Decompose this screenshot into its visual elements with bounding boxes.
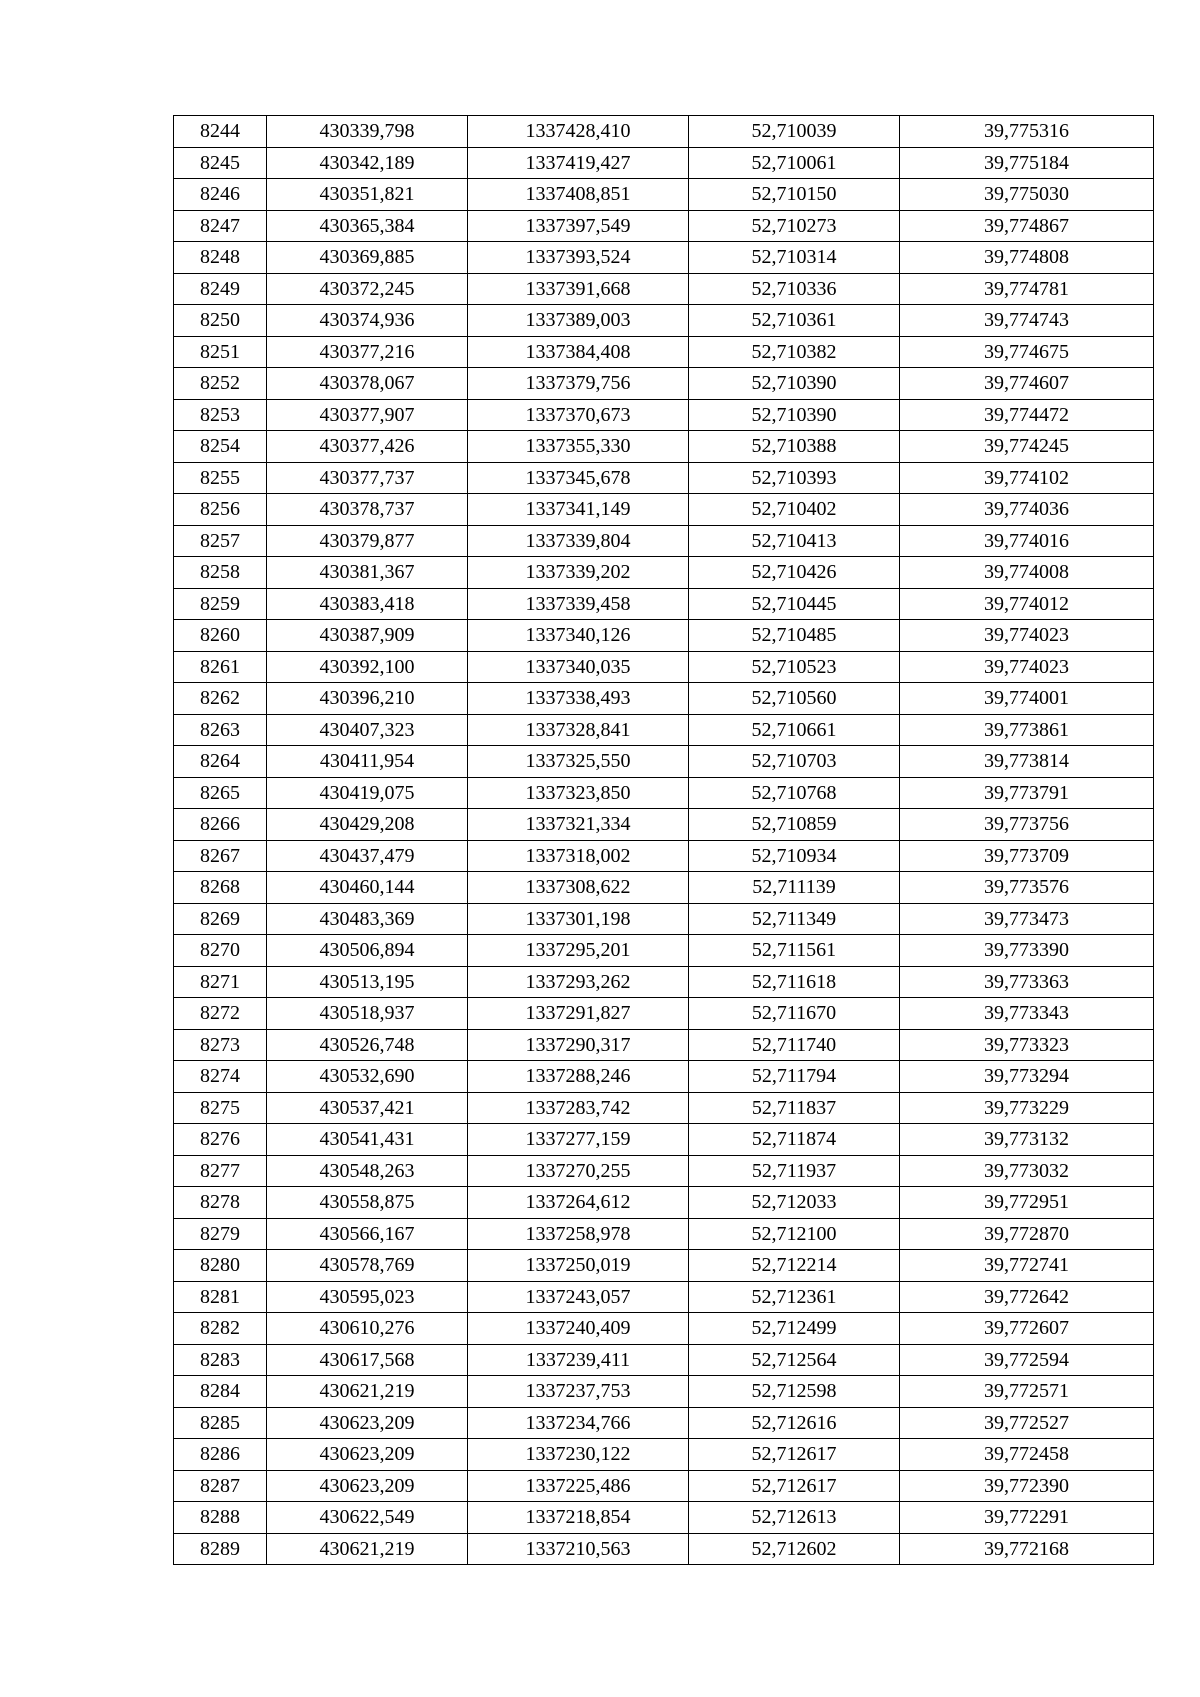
- point-number-cell: 8250: [174, 305, 267, 337]
- x-coordinate-cell: 430578,769: [267, 1250, 468, 1282]
- table-row: [174, 1218, 1154, 1250]
- y-coordinate-cell: 1337270,255: [468, 1155, 689, 1187]
- point-number-cell: 8267: [174, 840, 267, 872]
- longitude-cell: 39,775316: [900, 116, 1154, 148]
- x-coordinate-cell: 430365,384: [267, 210, 468, 242]
- table-row: [174, 1533, 1154, 1565]
- point-number-cell: 8274: [174, 1061, 267, 1093]
- x-coordinate-cell: 430610,276: [267, 1313, 468, 1345]
- x-coordinate-cell: 430623,209: [267, 1439, 468, 1471]
- table-row: [174, 1155, 1154, 1187]
- point-number-cell: 8282: [174, 1313, 267, 1345]
- longitude-cell: 39,774743: [900, 305, 1154, 337]
- latitude-cell: 52,710661: [689, 714, 900, 746]
- longitude-cell: 39,774012: [900, 588, 1154, 620]
- point-number-cell: 8254: [174, 431, 267, 463]
- latitude-cell: 52,710402: [689, 494, 900, 526]
- y-coordinate-cell: 1337318,002: [468, 840, 689, 872]
- x-coordinate-cell: 430378,737: [267, 494, 468, 526]
- table-row: [174, 872, 1154, 904]
- point-number-cell: 8287: [174, 1470, 267, 1502]
- longitude-cell: 39,774023: [900, 620, 1154, 652]
- longitude-cell: 39,773363: [900, 966, 1154, 998]
- point-number-cell: 8272: [174, 998, 267, 1030]
- longitude-cell: 39,772951: [900, 1187, 1154, 1219]
- x-coordinate-cell: 430537,421: [267, 1092, 468, 1124]
- point-number-cell: 8269: [174, 903, 267, 935]
- latitude-cell: 52,710061: [689, 147, 900, 179]
- x-coordinate-cell: 430429,208: [267, 809, 468, 841]
- latitude-cell: 52,712617: [689, 1439, 900, 1471]
- longitude-cell: 39,774867: [900, 210, 1154, 242]
- longitude-cell: 39,772527: [900, 1407, 1154, 1439]
- x-coordinate-cell: 430526,748: [267, 1029, 468, 1061]
- x-coordinate-cell: 430387,909: [267, 620, 468, 652]
- x-coordinate-cell: 430342,189: [267, 147, 468, 179]
- latitude-cell: 52,710485: [689, 620, 900, 652]
- table-row: [174, 399, 1154, 431]
- x-coordinate-cell: 430518,937: [267, 998, 468, 1030]
- latitude-cell: 52,712499: [689, 1313, 900, 1345]
- longitude-cell: 39,774001: [900, 683, 1154, 715]
- x-coordinate-cell: 430532,690: [267, 1061, 468, 1093]
- y-coordinate-cell: 1337370,673: [468, 399, 689, 431]
- longitude-cell: 39,772571: [900, 1376, 1154, 1408]
- y-coordinate-cell: 1337340,126: [468, 620, 689, 652]
- y-coordinate-cell: 1337338,493: [468, 683, 689, 715]
- table-row: [174, 273, 1154, 305]
- x-coordinate-cell: 430541,431: [267, 1124, 468, 1156]
- point-number-cell: 8281: [174, 1281, 267, 1313]
- x-coordinate-cell: 430558,875: [267, 1187, 468, 1219]
- point-number-cell: 8268: [174, 872, 267, 904]
- longitude-cell: 39,774808: [900, 242, 1154, 274]
- x-coordinate-cell: 430377,737: [267, 462, 468, 494]
- latitude-cell: 52,712598: [689, 1376, 900, 1408]
- y-coordinate-cell: 1337325,550: [468, 746, 689, 778]
- longitude-cell: 39,774036: [900, 494, 1154, 526]
- latitude-cell: 52,710413: [689, 525, 900, 557]
- x-coordinate-cell: 430621,219: [267, 1376, 468, 1408]
- y-coordinate-cell: 1337277,159: [468, 1124, 689, 1156]
- longitude-cell: 39,773756: [900, 809, 1154, 841]
- longitude-cell: 39,772594: [900, 1344, 1154, 1376]
- table-row: [174, 179, 1154, 211]
- x-coordinate-cell: 430595,023: [267, 1281, 468, 1313]
- longitude-cell: 39,773294: [900, 1061, 1154, 1093]
- point-number-cell: 8252: [174, 368, 267, 400]
- table-row: [174, 147, 1154, 179]
- point-number-cell: 8285: [174, 1407, 267, 1439]
- longitude-cell: 39,772390: [900, 1470, 1154, 1502]
- latitude-cell: 52,712100: [689, 1218, 900, 1250]
- y-coordinate-cell: 1337384,408: [468, 336, 689, 368]
- point-number-cell: 8253: [174, 399, 267, 431]
- point-number-cell: 8264: [174, 746, 267, 778]
- x-coordinate-cell: 430374,936: [267, 305, 468, 337]
- x-coordinate-cell: 430548,263: [267, 1155, 468, 1187]
- latitude-cell: 52,712033: [689, 1187, 900, 1219]
- x-coordinate-cell: 430383,418: [267, 588, 468, 620]
- latitude-cell: 52,712361: [689, 1281, 900, 1313]
- point-number-cell: 8255: [174, 462, 267, 494]
- y-coordinate-cell: 1337291,827: [468, 998, 689, 1030]
- table-row: [174, 777, 1154, 809]
- longitude-cell: 39,775184: [900, 147, 1154, 179]
- point-number-cell: 8245: [174, 147, 267, 179]
- table-row: [174, 714, 1154, 746]
- y-coordinate-cell: 1337283,742: [468, 1092, 689, 1124]
- y-coordinate-cell: 1337243,057: [468, 1281, 689, 1313]
- y-coordinate-cell: 1337345,678: [468, 462, 689, 494]
- y-coordinate-cell: 1337250,019: [468, 1250, 689, 1282]
- table-row: [174, 1470, 1154, 1502]
- y-coordinate-cell: 1337264,612: [468, 1187, 689, 1219]
- latitude-cell: 52,711670: [689, 998, 900, 1030]
- point-number-cell: 8288: [174, 1502, 267, 1534]
- x-coordinate-cell: 430377,426: [267, 431, 468, 463]
- point-number-cell: 8276: [174, 1124, 267, 1156]
- table-row: [174, 494, 1154, 526]
- y-coordinate-cell: 1337355,330: [468, 431, 689, 463]
- x-coordinate-cell: 430377,216: [267, 336, 468, 368]
- longitude-cell: 39,773390: [900, 935, 1154, 967]
- point-number-cell: 8275: [174, 1092, 267, 1124]
- table-row: [174, 305, 1154, 337]
- point-number-cell: 8266: [174, 809, 267, 841]
- latitude-cell: 52,710859: [689, 809, 900, 841]
- y-coordinate-cell: 1337290,317: [468, 1029, 689, 1061]
- point-number-cell: 8286: [174, 1439, 267, 1471]
- y-coordinate-cell: 1337218,854: [468, 1502, 689, 1534]
- y-coordinate-cell: 1337339,202: [468, 557, 689, 589]
- latitude-cell: 52,711349: [689, 903, 900, 935]
- point-number-cell: 8258: [174, 557, 267, 589]
- y-coordinate-cell: 1337339,804: [468, 525, 689, 557]
- table-row: [174, 588, 1154, 620]
- y-coordinate-cell: 1337288,246: [468, 1061, 689, 1093]
- table-row: [174, 966, 1154, 998]
- table-row: [174, 1344, 1154, 1376]
- point-number-cell: 8259: [174, 588, 267, 620]
- longitude-cell: 39,773709: [900, 840, 1154, 872]
- latitude-cell: 52,710934: [689, 840, 900, 872]
- y-coordinate-cell: 1337308,622: [468, 872, 689, 904]
- latitude-cell: 52,710150: [689, 179, 900, 211]
- longitude-cell: 39,773132: [900, 1124, 1154, 1156]
- table-row: [174, 809, 1154, 841]
- y-coordinate-cell: 1337321,334: [468, 809, 689, 841]
- point-number-cell: 8247: [174, 210, 267, 242]
- longitude-cell: 39,774008: [900, 557, 1154, 589]
- point-number-cell: 8271: [174, 966, 267, 998]
- x-coordinate-cell: 430339,798: [267, 116, 468, 148]
- latitude-cell: 52,710273: [689, 210, 900, 242]
- latitude-cell: 52,710039: [689, 116, 900, 148]
- y-coordinate-cell: 1337301,198: [468, 903, 689, 935]
- x-coordinate-cell: 430411,954: [267, 746, 468, 778]
- table-row: [174, 242, 1154, 274]
- longitude-cell: 39,773229: [900, 1092, 1154, 1124]
- point-number-cell: 8262: [174, 683, 267, 715]
- x-coordinate-cell: 430506,894: [267, 935, 468, 967]
- longitude-cell: 39,773814: [900, 746, 1154, 778]
- point-number-cell: 8284: [174, 1376, 267, 1408]
- table-row: [174, 746, 1154, 778]
- point-number-cell: 8273: [174, 1029, 267, 1061]
- point-number-cell: 8256: [174, 494, 267, 526]
- longitude-cell: 39,773791: [900, 777, 1154, 809]
- x-coordinate-cell: 430460,144: [267, 872, 468, 904]
- longitude-cell: 39,772642: [900, 1281, 1154, 1313]
- latitude-cell: 52,710768: [689, 777, 900, 809]
- longitude-cell: 39,773032: [900, 1155, 1154, 1187]
- latitude-cell: 52,712602: [689, 1533, 900, 1565]
- latitude-cell: 52,710523: [689, 651, 900, 683]
- point-number-cell: 8283: [174, 1344, 267, 1376]
- table-row: [174, 557, 1154, 589]
- y-coordinate-cell: 1337408,851: [468, 179, 689, 211]
- x-coordinate-cell: 430372,245: [267, 273, 468, 305]
- point-number-cell: 8279: [174, 1218, 267, 1250]
- x-coordinate-cell: 430392,100: [267, 651, 468, 683]
- y-coordinate-cell: 1337295,201: [468, 935, 689, 967]
- x-coordinate-cell: 430622,549: [267, 1502, 468, 1534]
- latitude-cell: 52,712564: [689, 1344, 900, 1376]
- table-row: [174, 1281, 1154, 1313]
- latitude-cell: 52,711740: [689, 1029, 900, 1061]
- y-coordinate-cell: 1337340,035: [468, 651, 689, 683]
- point-number-cell: 8249: [174, 273, 267, 305]
- longitude-cell: 39,774781: [900, 273, 1154, 305]
- latitude-cell: 52,710382: [689, 336, 900, 368]
- y-coordinate-cell: 1337210,563: [468, 1533, 689, 1565]
- latitude-cell: 52,710390: [689, 368, 900, 400]
- y-coordinate-cell: 1337379,756: [468, 368, 689, 400]
- longitude-cell: 39,773343: [900, 998, 1154, 1030]
- table-row: [174, 651, 1154, 683]
- y-coordinate-cell: 1337323,850: [468, 777, 689, 809]
- point-number-cell: 8251: [174, 336, 267, 368]
- x-coordinate-cell: 430483,369: [267, 903, 468, 935]
- longitude-cell: 39,773473: [900, 903, 1154, 935]
- latitude-cell: 52,712617: [689, 1470, 900, 1502]
- y-coordinate-cell: 1337397,549: [468, 210, 689, 242]
- table-row: [174, 1407, 1154, 1439]
- y-coordinate-cell: 1337391,668: [468, 273, 689, 305]
- point-number-cell: 8260: [174, 620, 267, 652]
- longitude-cell: 39,772870: [900, 1218, 1154, 1250]
- x-coordinate-cell: 430419,075: [267, 777, 468, 809]
- y-coordinate-cell: 1337237,753: [468, 1376, 689, 1408]
- latitude-cell: 52,711561: [689, 935, 900, 967]
- latitude-cell: 52,710426: [689, 557, 900, 589]
- x-coordinate-cell: 430513,195: [267, 966, 468, 998]
- x-coordinate-cell: 430396,210: [267, 683, 468, 715]
- y-coordinate-cell: 1337293,262: [468, 966, 689, 998]
- y-coordinate-cell: 1337234,766: [468, 1407, 689, 1439]
- latitude-cell: 52,711139: [689, 872, 900, 904]
- x-coordinate-cell: 430407,323: [267, 714, 468, 746]
- y-coordinate-cell: 1337341,149: [468, 494, 689, 526]
- y-coordinate-cell: 1337240,409: [468, 1313, 689, 1345]
- table-row: [174, 1250, 1154, 1282]
- point-number-cell: 8265: [174, 777, 267, 809]
- table-row: [174, 1092, 1154, 1124]
- longitude-cell: 39,772168: [900, 1533, 1154, 1565]
- point-number-cell: 8261: [174, 651, 267, 683]
- coordinates-table: [173, 115, 1154, 1565]
- latitude-cell: 52,711618: [689, 966, 900, 998]
- table-row: [174, 1313, 1154, 1345]
- table-row: [174, 998, 1154, 1030]
- table-row: [174, 210, 1154, 242]
- longitude-cell: 39,774472: [900, 399, 1154, 431]
- y-coordinate-cell: 1337239,411: [468, 1344, 689, 1376]
- latitude-cell: 52,710390: [689, 399, 900, 431]
- y-coordinate-cell: 1337428,410: [468, 116, 689, 148]
- table-row: [174, 368, 1154, 400]
- longitude-cell: 39,773323: [900, 1029, 1154, 1061]
- latitude-cell: 52,712214: [689, 1250, 900, 1282]
- latitude-cell: 52,711874: [689, 1124, 900, 1156]
- point-number-cell: 8244: [174, 116, 267, 148]
- latitude-cell: 52,710336: [689, 273, 900, 305]
- longitude-cell: 39,774675: [900, 336, 1154, 368]
- longitude-cell: 39,775030: [900, 179, 1154, 211]
- point-number-cell: 8246: [174, 179, 267, 211]
- latitude-cell: 52,710393: [689, 462, 900, 494]
- table-row: [174, 840, 1154, 872]
- y-coordinate-cell: 1337389,003: [468, 305, 689, 337]
- y-coordinate-cell: 1337258,978: [468, 1218, 689, 1250]
- longitude-cell: 39,774245: [900, 431, 1154, 463]
- x-coordinate-cell: 430378,067: [267, 368, 468, 400]
- x-coordinate-cell: 430379,877: [267, 525, 468, 557]
- table-row: [174, 1502, 1154, 1534]
- point-number-cell: 8248: [174, 242, 267, 274]
- longitude-cell: 39,773576: [900, 872, 1154, 904]
- x-coordinate-cell: 430566,167: [267, 1218, 468, 1250]
- y-coordinate-cell: 1337230,122: [468, 1439, 689, 1471]
- longitude-cell: 39,774102: [900, 462, 1154, 494]
- longitude-cell: 39,772458: [900, 1439, 1154, 1471]
- longitude-cell: 39,774607: [900, 368, 1154, 400]
- latitude-cell: 52,710445: [689, 588, 900, 620]
- y-coordinate-cell: 1337393,524: [468, 242, 689, 274]
- coordinates-table-body: [174, 116, 1154, 1565]
- table-row: [174, 903, 1154, 935]
- x-coordinate-cell: 430381,367: [267, 557, 468, 589]
- latitude-cell: 52,710314: [689, 242, 900, 274]
- table-row: [174, 683, 1154, 715]
- x-coordinate-cell: 430621,219: [267, 1533, 468, 1565]
- point-number-cell: 8278: [174, 1187, 267, 1219]
- latitude-cell: 52,711937: [689, 1155, 900, 1187]
- x-coordinate-cell: 430377,907: [267, 399, 468, 431]
- table-row: [174, 1376, 1154, 1408]
- longitude-cell: 39,772291: [900, 1502, 1154, 1534]
- point-number-cell: 8270: [174, 935, 267, 967]
- table-row: [174, 116, 1154, 148]
- longitude-cell: 39,772607: [900, 1313, 1154, 1345]
- x-coordinate-cell: 430351,821: [267, 179, 468, 211]
- y-coordinate-cell: 1337225,486: [468, 1470, 689, 1502]
- table-row: [174, 1029, 1154, 1061]
- table-row: [174, 1061, 1154, 1093]
- x-coordinate-cell: 430617,568: [267, 1344, 468, 1376]
- longitude-cell: 39,774023: [900, 651, 1154, 683]
- y-coordinate-cell: 1337419,427: [468, 147, 689, 179]
- table-row: [174, 336, 1154, 368]
- longitude-cell: 39,772741: [900, 1250, 1154, 1282]
- table-row: [174, 1187, 1154, 1219]
- point-number-cell: 8263: [174, 714, 267, 746]
- y-coordinate-cell: 1337328,841: [468, 714, 689, 746]
- table-row: [174, 935, 1154, 967]
- table-row: [174, 1439, 1154, 1471]
- point-number-cell: 8257: [174, 525, 267, 557]
- latitude-cell: 52,710560: [689, 683, 900, 715]
- latitude-cell: 52,710388: [689, 431, 900, 463]
- table-row: [174, 620, 1154, 652]
- point-number-cell: 8280: [174, 1250, 267, 1282]
- latitude-cell: 52,711837: [689, 1092, 900, 1124]
- y-coordinate-cell: 1337339,458: [468, 588, 689, 620]
- x-coordinate-cell: 430623,209: [267, 1470, 468, 1502]
- latitude-cell: 52,711794: [689, 1061, 900, 1093]
- x-coordinate-cell: 430369,885: [267, 242, 468, 274]
- point-number-cell: 8277: [174, 1155, 267, 1187]
- latitude-cell: 52,710361: [689, 305, 900, 337]
- longitude-cell: 39,774016: [900, 525, 1154, 557]
- latitude-cell: 52,712613: [689, 1502, 900, 1534]
- longitude-cell: 39,773861: [900, 714, 1154, 746]
- table-row: [174, 431, 1154, 463]
- x-coordinate-cell: 430623,209: [267, 1407, 468, 1439]
- table-row: [174, 1124, 1154, 1156]
- latitude-cell: 52,710703: [689, 746, 900, 778]
- table-row: [174, 462, 1154, 494]
- point-number-cell: 8289: [174, 1533, 267, 1565]
- latitude-cell: 52,712616: [689, 1407, 900, 1439]
- table-row: [174, 525, 1154, 557]
- x-coordinate-cell: 430437,479: [267, 840, 468, 872]
